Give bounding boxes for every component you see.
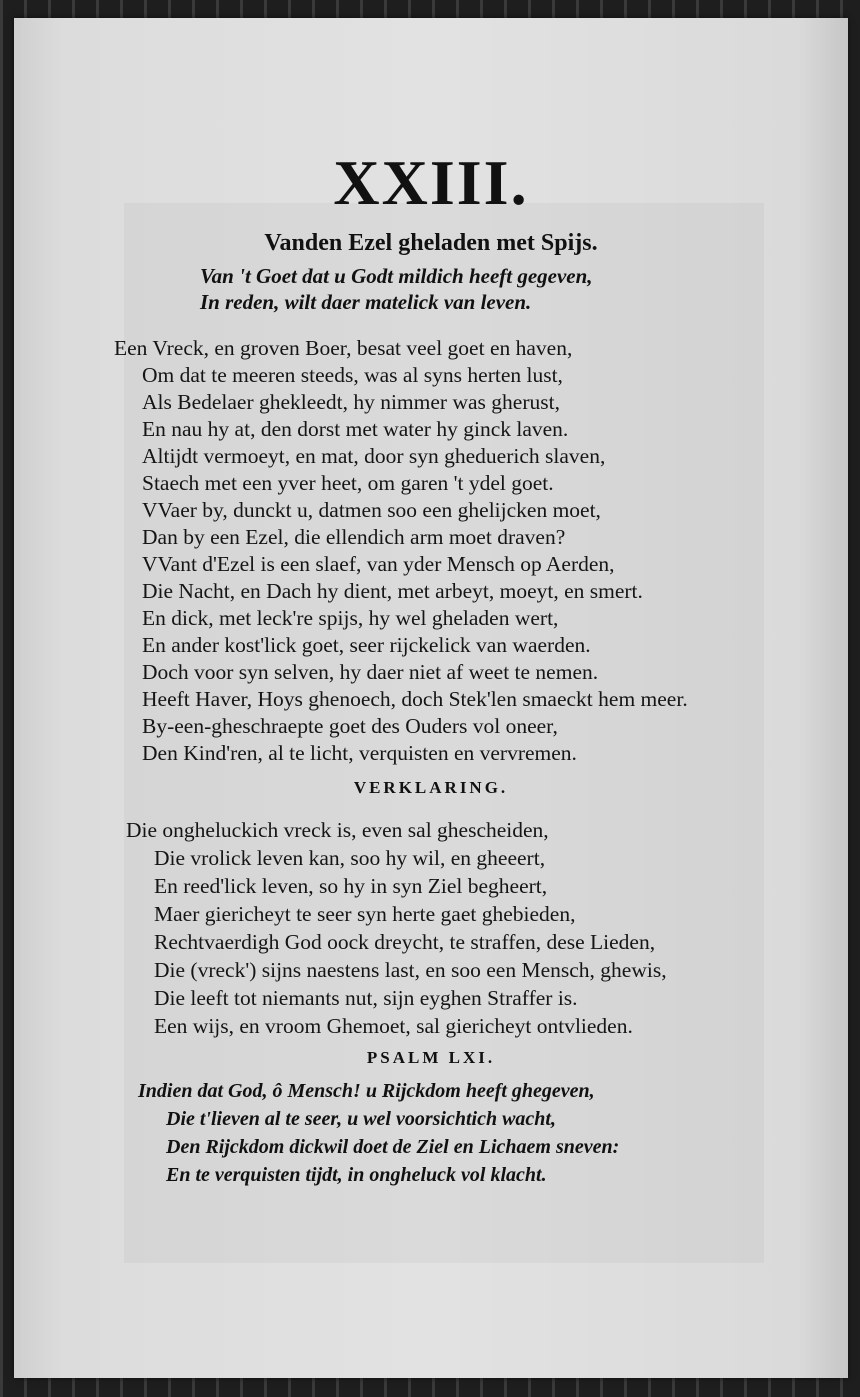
poem-line: Staech met een yver heet, om garen 't ydel goet. [142,471,554,495]
verklaring-line: Die leeft tot niemants nut, sijn eyghen Straffer is. [154,986,578,1010]
poem-line: Als Bedelaer ghekleedt, hy nimmer was gherust, [142,390,560,414]
verklaring-line: Maer giericheyt te seer syn herte gaet ghebieden, [154,902,576,926]
motto-line: Van 't Goet dat u Godt mildich heeft gegeven, [200,264,593,288]
poem-line: Die Nacht, en Dach hy dient, met arbeyt, moeyt, en smert. [142,579,643,603]
verklaring-line: Die vrolick leven kan, soo hy wil, en gheeert, [154,846,546,870]
verklaring-heading: VERKLARING. [353,778,509,797]
poem-line: Altijdt vermoeyt, en mat, door syn gheduerich slaven, [142,444,606,468]
verklaring-line: Die ongheluckich vreck is, even sal ghescheiden, [126,818,549,842]
verklaring-line: En reed'lick leven, so hy in syn Ziel begheert, [154,874,548,898]
psalm-heading: PSALM LXI. [366,1048,496,1067]
page-title: XXIII. [333,147,529,218]
poem-line: Dan by een Ezel, die ellendich arm moet draven? [142,525,566,549]
poem-line: VVaer by, dunckt u, datmen soo een ghelijcken moet, [142,498,601,522]
poem-line: VVant d'Ezel is een slaef, van yder Mensch op Aerden, [142,552,615,576]
motto-line: In reden, wilt daer matelick van leven. [200,290,532,314]
poem-line: En nau hy at, den dorst met water hy ginck laven. [142,417,569,441]
poem-line: Een Vreck, en groven Boer, besat veel goet en haven, [114,336,573,360]
poem-line: By-een-gheschraepte goet des Ouders vol oneer, [142,714,558,738]
poem-subtitle: Vanden Ezel gheladen met Spijs. [264,230,598,256]
page-content [14,18,848,1378]
verklaring-line: Rechtvaerdigh God oock dreycht, te straffen, dese Lieden, [154,930,656,954]
psalm-line: En te verquisten tijdt, in ongheluck vol klacht. [166,1164,547,1186]
poem-line: Doch voor syn selven, hy daer niet af weet te nemen. [142,660,599,684]
poem-line: Om dat te meeren steeds, was al syns herten lust, [142,363,563,387]
poem-line: Den Kind'ren, al te licht, verquisten en vervremen. [142,741,577,765]
verklaring-line: Een wijs, en vroom Ghemoet, sal giericheyt ontvlieden. [154,1014,633,1038]
poem-line: En dick, met leck're spijs, hy wel gheladen wert, [142,606,559,630]
verklaring-line: Die (vreck') sijns naestens last, en soo een Mensch, ghewis, [154,958,667,982]
psalm-line: Indien dat God, ô Mensch! u Rijckdom heeft ghegeven, [138,1080,595,1102]
poem-line: En ander kost'lick goet, seer rijckelick van waerden. [142,633,591,657]
poem-line: Heeft Haver, Hoys ghenoech, doch Stek'len smaeckt hem meer. [142,687,688,711]
book-page [14,18,848,1378]
psalm-line: Die t'lieven al te seer, u wel voorsichtich wacht, [166,1108,556,1130]
psalm-line: Den Rijckdom dickwil doet de Ziel en Lichaem sneven: [166,1136,620,1158]
